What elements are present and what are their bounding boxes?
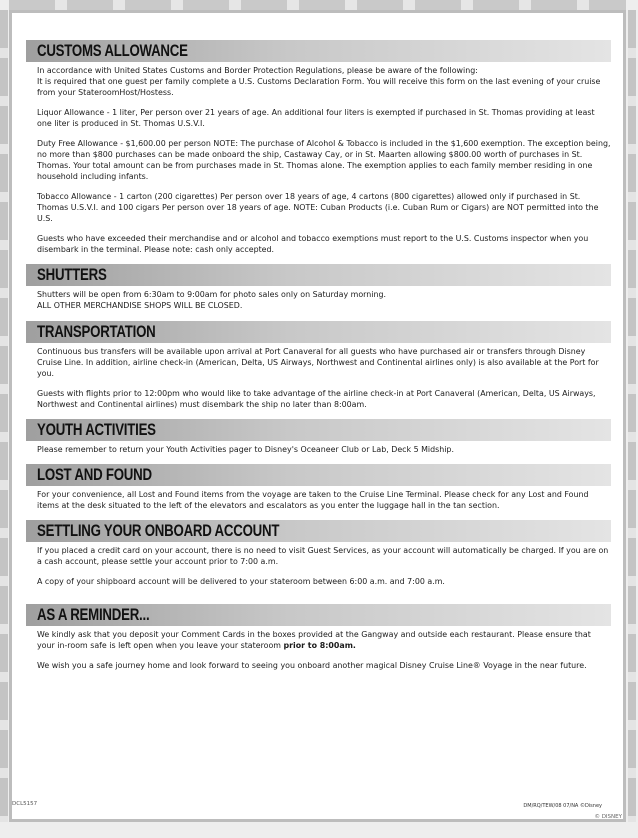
customs-liquor-allowance: Liquor Allowance - 1 liter, Per person over 21 years of age. An additional four liters is exempted if purchased in St. Thomas providing at least one liter is produced in St. Thomas U.S.V.I. bbox=[37, 108, 595, 128]
section-title-lost-found: LOST AND FOUND bbox=[37, 465, 152, 484]
footer-code-left: DCL5157 bbox=[12, 801, 38, 807]
youth-pager-return: Please remember to return your Youth Activities pager to Disney's Oceaneer Club or Lab, Deck 5 Midship. bbox=[37, 445, 454, 454]
settling-account-payment: If you placed a credit card on your account, there is no need to visit Guest Services, as your account will automatically be charged. If you are on a cash account, please settle your account prior to 7:00 a.m. bbox=[37, 546, 609, 566]
section-header-settling bbox=[26, 520, 611, 542]
footer-copyright: © DISNEY bbox=[594, 814, 622, 820]
section-title-customs: CUSTOMS ALLOWANCE bbox=[37, 41, 188, 60]
shutters-shops-closed: ALL OTHER MERCHANDISE SHOPS WILL BE CLOSED. bbox=[37, 301, 243, 310]
reminder-comment-cards bbox=[37, 629, 611, 651]
customs-intro: In accordance with United States Customs and Border Protection Regulations, please be aware of the following: bbox=[37, 66, 478, 75]
reminder-deadline: prior to 8:00am. bbox=[283, 641, 356, 650]
section-header-reminder bbox=[26, 604, 611, 626]
transportation-bus-transfers: Continuous bus transfers will be available upon arrival at Port Canaveral for all guests who have purchased air or transfers through Disney Cruise Line. In addition, airline check-in (American, Delta, US Airways, Northwest and Continental airlines only) is also available at the Port for you. bbox=[37, 347, 599, 378]
section-header-lost-found bbox=[26, 464, 611, 486]
footer-code-right: DM/RQ/TEW/08 07/NA ©Disney bbox=[523, 803, 602, 809]
customs-declaration-note: It is required that one guest per family complete a U.S. Customs Declaration Form. You will receive this form on the last evening of your cruise from your StateroomHost/Hostess. bbox=[37, 77, 601, 97]
reminder-farewell: We wish you a safe journey home and look forward to seeing you onboard another magical Disney Cruise Line® Voyage in the near future. bbox=[37, 661, 587, 670]
settling-account-copy: A copy of your shipboard account will be delivered to your stateroom between 6:00 a.m. and 7:00 a.m. bbox=[37, 577, 445, 586]
top-border-pattern bbox=[9, 0, 626, 10]
section-title-shutters: SHUTTERS bbox=[37, 265, 107, 284]
shutters-hours: Shutters will be open from 6:30am to 9:00am for photo sales only on Saturday morning. bbox=[37, 290, 386, 299]
lost-found-details: For your convenience, all Lost and Found items from the voyage are taken to the Cruise Line Terminal. Please check for any Lost and Found items at the desk situated to the left of the elevators and escalators as you enter the luggage hall in the tan section. bbox=[37, 490, 589, 510]
spacer bbox=[26, 596, 611, 604]
section-header-shutters bbox=[26, 264, 611, 286]
right-border-pattern bbox=[628, 10, 636, 822]
section-title-youth: YOUTH ACTIVITIES bbox=[37, 420, 156, 439]
left-border-pattern bbox=[0, 10, 8, 822]
reminder-comment-cards-text: We kindly ask that you deposit your Comment Cards in the boxes provided at the Gangway and outside each restaurant. Please ensure that your in-room safe is left open when you leave your stateroom bbox=[37, 630, 591, 650]
customs-exceeded-note: Guests who have exceeded their merchandise and or alcohol and tobacco exemptions must report to the U.S. Customs inspector when you disembark in the terminal. Please note: cash only accepted. bbox=[37, 234, 589, 254]
customs-duty-free-allowance: Duty Free Allowance - $1,600.00 per person NOTE: The purchase of Alcohol & Tobacco is included in the $1,600 exemption. The exception being, no more than $800 purchases can be made onboard the ship, Castaway Cay, or in St. Maarten allowing $800.00 worth of purchases in St. Thomas. Your total amount can be from purchases made in St. Thomas alone. The exemption applies to each family member residing in one household including infants. bbox=[37, 139, 611, 181]
section-header-youth bbox=[26, 419, 611, 441]
document-body bbox=[26, 40, 611, 680]
section-title-reminder: AS A REMINDER... bbox=[37, 605, 150, 624]
section-title-transportation: TRANSPORTATION bbox=[37, 322, 156, 341]
customs-tobacco-allowance: Tobacco Allowance - 1 carton (200 cigarettes) Per person over 18 years of age, 4 cartons (800 cigarettes) allowed only if purchased in St. Thomas U.S.V.I. and 100 cigars Per person over 18 years of age. NOTE: Cuban Products (i.e. Cuban Rum or Cigars) are NOT permitted into the U.S. bbox=[37, 192, 599, 223]
transportation-flight-checkin: Guests with flights prior to 12:00pm who would like to take advantage of the airline check-in at Port Canaveral (American, Delta, US Airways, Northwest and Continental airlines) must disembark the ship no later than 8:00am. bbox=[37, 389, 596, 409]
section-header-transportation bbox=[26, 321, 611, 343]
section-title-settling: SETTLING YOUR ONBOARD ACCOUNT bbox=[37, 521, 280, 540]
section-header-customs bbox=[26, 40, 611, 62]
